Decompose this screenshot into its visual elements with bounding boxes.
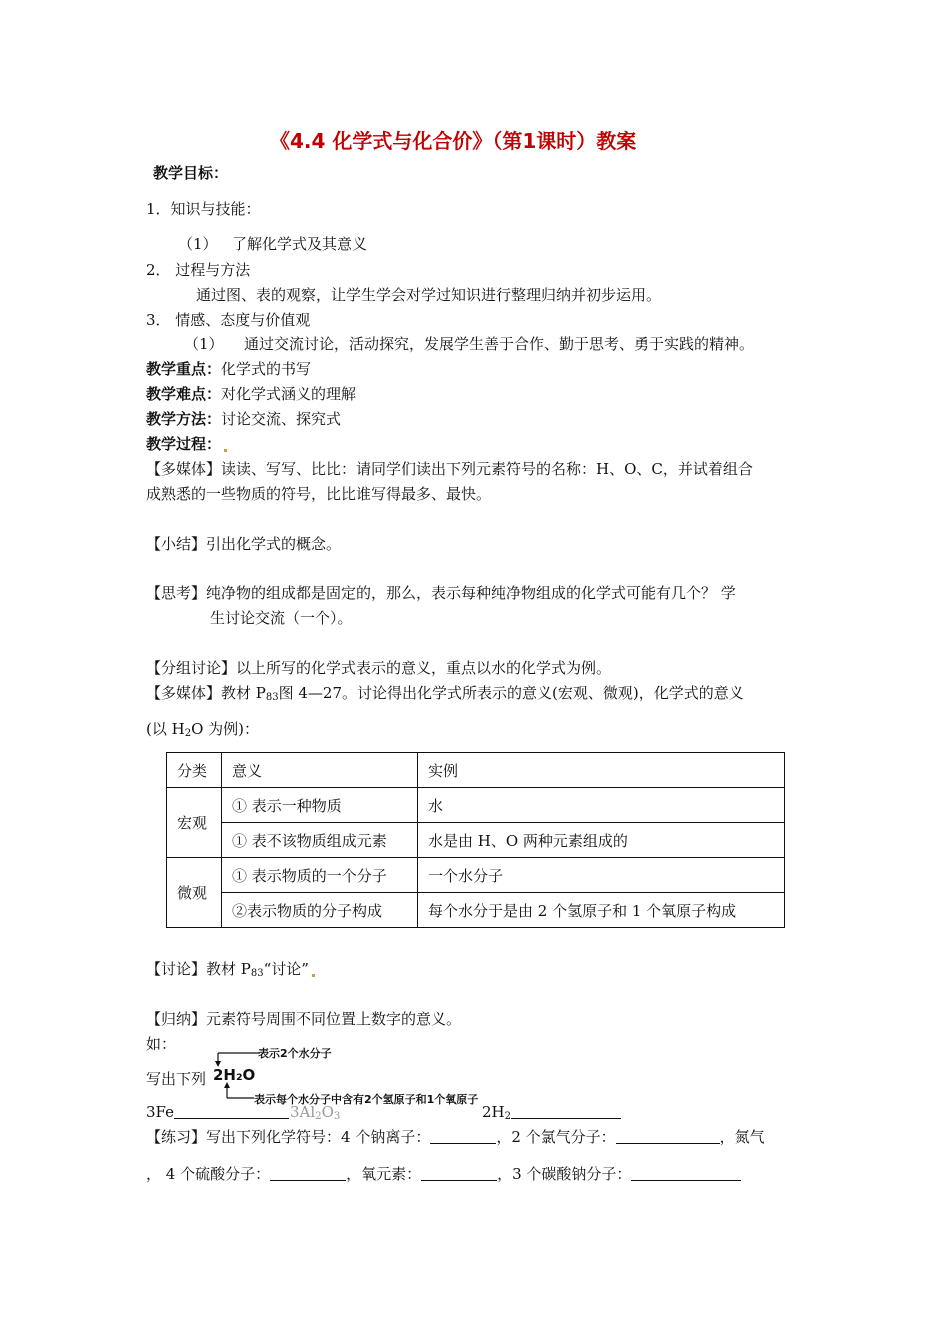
practice-line1-a: 【练习】写出下列化学符号：4 个钠离子： bbox=[146, 1128, 431, 1146]
practice-line2-c: ，3 个碳酸钠分子： bbox=[497, 1165, 632, 1183]
practice-blank-sodium-carbonate[interactable] bbox=[631, 1166, 741, 1181]
teaching-key-text: 化学式的书写 bbox=[221, 360, 312, 378]
teaching-method-label: 教学方法： bbox=[146, 410, 222, 428]
table-cell-meaning: ① 表示物质的一个分子 bbox=[222, 858, 418, 893]
write-blank-3[interactable] bbox=[511, 1104, 621, 1119]
teaching-key bbox=[146, 359, 311, 379]
induce: 【归纳】元素符号周围不同位置上数字的意义。 bbox=[146, 1010, 462, 1028]
teaching-process bbox=[146, 434, 227, 454]
write-item-2-sub: 2 bbox=[315, 1111, 322, 1122]
table-cell-meaning: ① 表不该物质组成元素 bbox=[222, 823, 418, 858]
write-item-2 bbox=[290, 1102, 340, 1127]
objective-emotion-1-num: （1） bbox=[184, 335, 224, 353]
thinking-line1: 【思考】纯净物的组成都是固定的，那么，表示每种纯净物组成的化学式可能有几个？ 学 bbox=[146, 584, 736, 602]
table-row bbox=[167, 858, 785, 893]
teaching-method bbox=[146, 409, 341, 429]
practice-line2 bbox=[146, 1164, 741, 1184]
objective-knowledge-1: 了解化学式及其意义 bbox=[232, 235, 368, 253]
practice-blank-sodium-ion[interactable] bbox=[430, 1129, 496, 1144]
multimedia-2-pre: 【多媒体】教材 P bbox=[146, 684, 266, 702]
practice-blank-chlorine[interactable] bbox=[616, 1129, 720, 1144]
table-row bbox=[167, 788, 785, 823]
discuss-page: 83 bbox=[250, 968, 264, 979]
table-header-category: 分类 bbox=[167, 753, 222, 788]
table-cell-meaning: ②表示物质的分子构成 bbox=[222, 893, 418, 928]
practice-line2-b: ，氧元素： bbox=[346, 1165, 422, 1183]
discuss bbox=[146, 959, 315, 984]
multimedia-1-line2: 成熟悉的一些物质的符号，比比谁写得最多、最快。 bbox=[146, 485, 492, 503]
discuss-post: “讨论” bbox=[263, 960, 309, 978]
meaning-table bbox=[166, 752, 785, 928]
diagram-bottom-label: 表示每个水分子中含有2个氢原子和1个氧原子 bbox=[254, 1093, 479, 1106]
teaching-difficulty bbox=[146, 384, 356, 404]
write-item-1-text: 3Fe bbox=[146, 1103, 175, 1121]
table-cell-example: 一个水分子 bbox=[418, 858, 785, 893]
group-discussion: 【分组讨论】以上所写的化学式表示的意义，重点以水的化学式为例。 bbox=[146, 659, 612, 677]
objective-process-text: 通过图、表的观察，让学生学会对学过知识进行整理归纳并初步运用。 bbox=[196, 286, 662, 304]
practice-line1-c: ，氮气 bbox=[719, 1128, 765, 1146]
practice-blank-oxygen[interactable] bbox=[421, 1166, 497, 1181]
objective-knowledge: 1．知识与技能： bbox=[146, 200, 261, 218]
table-cell-meaning: ① 表示一种物质 bbox=[222, 788, 418, 823]
discuss-pre: 【讨论】教材 P bbox=[146, 960, 251, 978]
multimedia-2-line1 bbox=[146, 683, 744, 708]
write-item-3-text: 2H bbox=[482, 1103, 505, 1121]
teaching-process-label: 教学过程： bbox=[146, 435, 222, 453]
write-item-2-text: 3Al bbox=[290, 1103, 316, 1121]
teaching-key-label: 教学重点： bbox=[146, 360, 222, 378]
multimedia-2-page: 83 bbox=[265, 692, 279, 703]
teaching-method-text: 讨论交流、探究式 bbox=[221, 410, 342, 428]
multimedia-2-line2-pre: (以 H bbox=[146, 720, 185, 738]
marker-dot bbox=[224, 449, 227, 452]
marker-dot bbox=[312, 974, 315, 977]
objectives-heading: 教学目标： bbox=[153, 164, 229, 182]
write-item-2-tail: O bbox=[321, 1103, 334, 1121]
write-item-2-sub2: 3 bbox=[333, 1111, 341, 1122]
write-item-1 bbox=[146, 1102, 289, 1122]
table-header-example: 实例 bbox=[418, 753, 785, 788]
thinking-line2: 生讨论交流（一个）。 bbox=[210, 609, 353, 627]
objective-emotion-1: 通过交流讨论，活动探究，发展学生善于合作、勤于思考、勇于实践的精神。 bbox=[244, 335, 755, 353]
objective-process: 2． 过程与方法 bbox=[146, 261, 251, 279]
multimedia-1-line1: 【多媒体】读读、写写、比比：请同学们读出下列元素符号的名称：H、O、C，并试着组合 bbox=[146, 460, 753, 478]
summary: 【小结】引出化学式的概念。 bbox=[146, 535, 342, 553]
multimedia-2-line2-post: O 为例)： bbox=[191, 720, 259, 738]
table-cell-example: 水是由 H、O 两种元素组成的 bbox=[418, 823, 785, 858]
table-row bbox=[167, 893, 785, 928]
practice-blank-sulfuric-acid[interactable] bbox=[270, 1166, 346, 1181]
objective-emotion: 3． 情感、态度与价值观 bbox=[146, 311, 311, 329]
teaching-difficulty-label: 教学难点： bbox=[146, 385, 222, 403]
table-category-macro: 宏观 bbox=[167, 788, 222, 858]
diagram-top-label: 表示2个水分子 bbox=[258, 1047, 332, 1060]
practice-line1 bbox=[146, 1127, 765, 1147]
write-label: 写出下列 bbox=[146, 1070, 207, 1088]
practice-line1-b: ，2 个氯气分子： bbox=[496, 1128, 616, 1146]
write-blank-1[interactable] bbox=[174, 1104, 289, 1119]
multimedia-2-post: 图 4—27。讨论得出化学式所表示的意义(宏观、微观)，化学式的意义 bbox=[278, 684, 744, 702]
table-cell-example: 水 bbox=[418, 788, 785, 823]
objective-knowledge-1-num: （1） bbox=[178, 235, 218, 253]
example-label: 如： bbox=[146, 1035, 177, 1053]
table-row bbox=[167, 823, 785, 858]
table-cell-example: 每个水分于是由 2 个氢原子和 1 个氧原子构成 bbox=[418, 893, 785, 928]
table-category-micro: 微观 bbox=[167, 858, 222, 928]
write-item-3-sub: 2 bbox=[504, 1111, 511, 1122]
teaching-difficulty-text: 对化学式涵义的理解 bbox=[221, 385, 357, 403]
page-title: 《4.4 化学式与化合价》（第1课时）教案 bbox=[270, 129, 637, 153]
practice-line2-a: ， 4 个硫酸分子： bbox=[146, 1165, 271, 1183]
write-item-3 bbox=[482, 1102, 621, 1127]
diagram-formula: 2H₂O bbox=[213, 1066, 256, 1084]
multimedia-2-line2 bbox=[146, 719, 259, 744]
table-header-row bbox=[167, 753, 785, 788]
table-header-meaning: 意义 bbox=[222, 753, 418, 788]
multimedia-2-line2-sub: 2 bbox=[184, 728, 192, 739]
